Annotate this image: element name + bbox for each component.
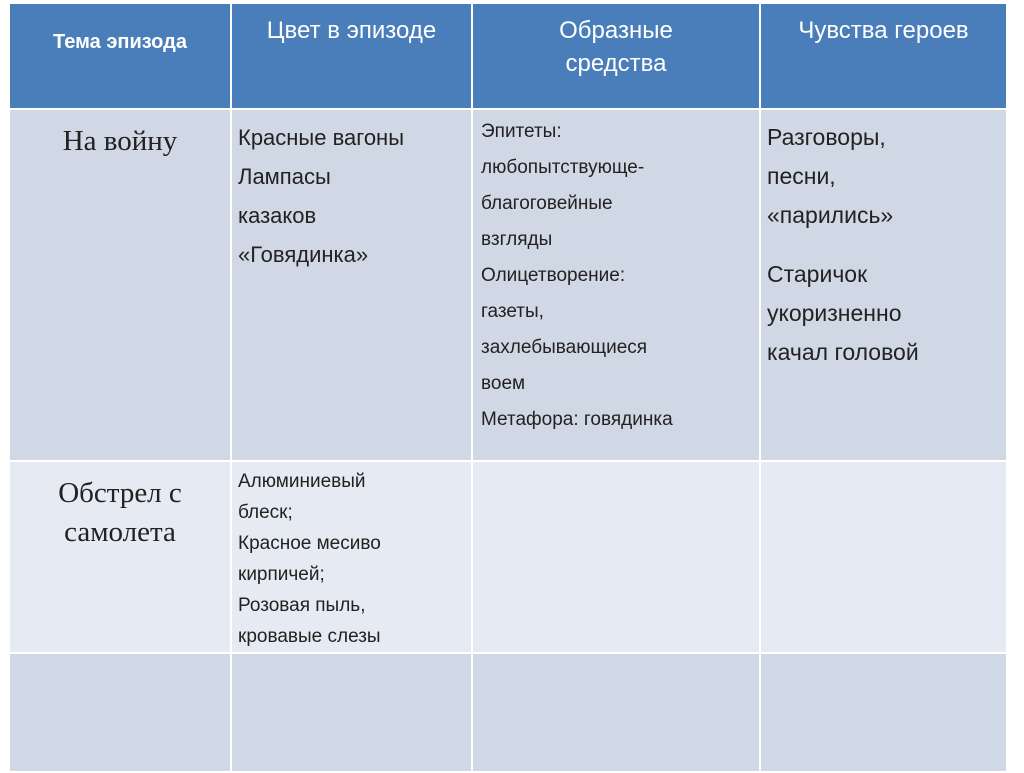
header-means-line-1: Образные bbox=[559, 17, 673, 44]
cell-feelings-empty bbox=[760, 653, 1007, 772]
header-theme-line-1: Тема эпизода bbox=[53, 31, 187, 53]
cell-color-fire bbox=[231, 461, 472, 653]
means-war-line-5: Олицетворение: bbox=[481, 265, 626, 286]
feelings-war-line-3: «парились» bbox=[767, 202, 894, 228]
means-war-line-3: благоговейные bbox=[481, 193, 613, 214]
color-fire-line-4: кирпичей; bbox=[238, 564, 325, 585]
means-war-line-8: воем bbox=[481, 373, 526, 394]
table-row bbox=[9, 109, 1007, 461]
feelings-war-line-6: качал головой bbox=[767, 339, 919, 365]
theme-fire-line-1: Обстрел с bbox=[58, 477, 182, 509]
means-war-line-2: любопытствующе- bbox=[481, 157, 645, 178]
feelings-war-line-1: Разговоры, bbox=[767, 124, 886, 150]
means-war-line-7: захлебывающиеся bbox=[481, 337, 648, 358]
means-war-line-1: Эпитеты: bbox=[481, 121, 562, 142]
paragraph-gap bbox=[767, 235, 1006, 255]
color-fire-line-2: блеск; bbox=[238, 502, 293, 523]
color-fire-line-1: Алюминиевый bbox=[238, 471, 366, 492]
color-war-line-2: Лампасы bbox=[238, 164, 331, 189]
means-war-line-4: взгляды bbox=[481, 229, 553, 250]
header-theme bbox=[9, 3, 231, 109]
color-fire-line-3: Красное месиво bbox=[238, 533, 381, 554]
feelings-war-line-2: песни, bbox=[767, 163, 836, 189]
table-row bbox=[9, 653, 1007, 772]
header-means bbox=[472, 3, 760, 109]
header-feelings-line-1: Чувства героев bbox=[798, 17, 969, 44]
cell-means-empty bbox=[472, 653, 760, 772]
color-war-line-1: Красные вагоны bbox=[238, 125, 405, 150]
color-fire-line-6: кровавые слезы bbox=[238, 626, 381, 647]
means-war-line-9: Метафора: говядинка bbox=[481, 409, 673, 430]
header-means-line-2: средства bbox=[565, 50, 667, 77]
cell-color-war bbox=[231, 109, 472, 461]
cell-feelings-war bbox=[760, 109, 1007, 461]
cell-color-empty bbox=[231, 653, 472, 772]
cell-means-fire bbox=[472, 461, 760, 653]
table-row bbox=[9, 461, 1007, 653]
header-color bbox=[231, 3, 472, 109]
theme-war-line-1: На войну bbox=[62, 125, 178, 157]
cell-feelings-fire bbox=[760, 461, 1007, 653]
episode-table bbox=[8, 2, 1008, 773]
feelings-war-line-4: Старичок bbox=[767, 261, 868, 287]
table-header-row bbox=[9, 3, 1007, 109]
theme-fire-line-2: самолета bbox=[64, 516, 176, 548]
cell-theme-war bbox=[9, 109, 231, 461]
cell-theme-empty bbox=[9, 653, 231, 772]
cell-theme-fire bbox=[9, 461, 231, 653]
header-feelings bbox=[760, 3, 1007, 109]
header-color-line-1: Цвет в эпизоде bbox=[266, 17, 437, 44]
feelings-war-line-5: укоризненно bbox=[767, 300, 902, 326]
cell-means-war bbox=[472, 109, 760, 461]
color-war-line-4: «Говядинка» bbox=[238, 242, 369, 267]
means-war-line-6: газеты, bbox=[481, 301, 544, 322]
color-war-line-3: казаков bbox=[238, 203, 317, 228]
color-fire-line-5: Розовая пыль, bbox=[238, 595, 366, 616]
